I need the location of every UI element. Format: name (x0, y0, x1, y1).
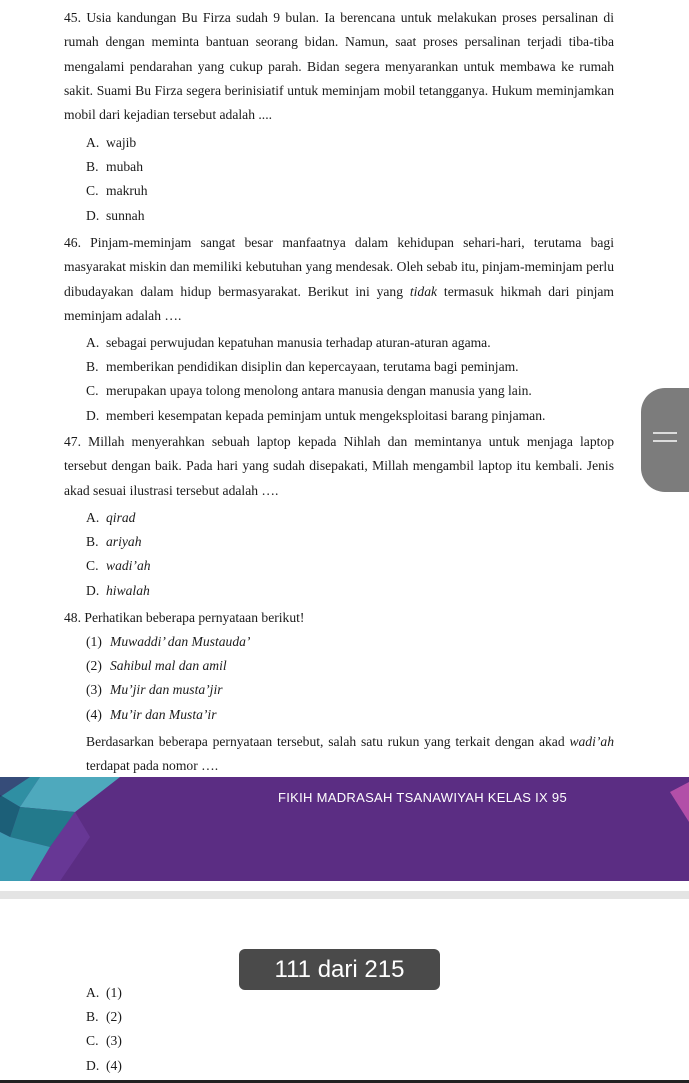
option-b: B. (2) (86, 1009, 122, 1025)
question-47-options (86, 506, 151, 603)
scroll-handle[interactable] (641, 388, 689, 492)
question-48-statements (86, 630, 250, 727)
option-a: A. wajib (86, 135, 137, 150)
statement-1: (1) Muwaddi’ dan Mustauda’ (86, 634, 251, 649)
footer-banner (0, 777, 689, 881)
statement-2: (2) Sahibul mal dan amil (86, 658, 227, 674)
banner-title: FIKIH MADRASAH TSANAWIYAH KELAS IX 95 (278, 790, 567, 805)
option-d: D. sunnah (86, 207, 145, 223)
option-a: A. qirad (86, 510, 136, 525)
question-46-options (86, 331, 545, 428)
option-d: D. (4) (86, 1057, 122, 1073)
page-separator (0, 891, 689, 899)
option-a: A. sebagai perwujudan kepatuhan manusia terhadap aturan-aturan agama. (86, 335, 491, 350)
option-c: C. makruh (86, 183, 148, 199)
option-b: B. mubah (86, 159, 143, 175)
statement-4: (4) Mu’ir dan Musta’ir (86, 706, 217, 722)
option-a: A. (1) (86, 985, 122, 1000)
handle-line-icon (653, 440, 677, 442)
page-indicator: 111 dari 215 (239, 949, 440, 990)
page-gap (0, 881, 689, 891)
option-b: B. memberikan pendidikan disiplin dan kepercayaan, terutama bagi peminjam. (86, 359, 519, 375)
question-46: 46. Pinjam-meminjam sangat besar manfaatnya dalam kehidupan sehari-hari, terutama bagi masyarakat miskin dan memiliki kebutuhan yang mendesak. Oleh sebab itu, pinjam-meminjam perlu dibudayakan dalam hidup bermasyarakat. Berikut ini yang tidak termasuk hikmah dari pinjam meminjam adalah …. (64, 235, 615, 323)
question-45-options (86, 131, 148, 228)
option-b: B. ariyah (86, 534, 142, 550)
question-47: 47. Millah menyerahkan sebuah laptop kepada Nihlah dan memintanya untuk menjaga laptop tersebut dengan baik. Pada hari yang sudah disepakati, Millah mengambil laptop itu kembali. Jenis akad sesuai ilustrasi tersebut adalah …. (64, 434, 614, 498)
question-45: 45. Usia kandungan Bu Firza sudah 9 bulan. Ia berencana untuk melakukan proses persalinan di rumah dengan meminta bantuan seorang bidan. Namun, saat proses persalinan terjadi tiba-tiba mengalami pendarahan yang cukup parah. Bidan segera menyarankan untuk membawa ke rumah sakit. Suami Bu Firza segera berinisiatif untuk meminjam mobil tetangganya. Hukum meminjamkan mobil dari kejadian tersebut adalah .... (64, 10, 614, 123)
question-48-intro: 48. Perhatikan beberapa pernyataan berikut! (64, 610, 305, 625)
statement-3: (3) Mu’jir dan musta’jir (86, 682, 223, 698)
handle-line-icon (653, 432, 677, 434)
next-page (0, 899, 689, 1083)
option-c: C. wadi’ah (86, 558, 151, 574)
question-48-options (86, 981, 122, 1078)
option-c: C. (3) (86, 1033, 122, 1049)
option-d: D. hiwalah (86, 582, 150, 598)
option-d: D. memberi kesempatan kepada peminjam untuk mengeksploitasi barang pinjaman. (86, 407, 546, 423)
option-c: C. merupakan upaya tolong menolong antara manusia dengan manusia yang lain. (86, 383, 532, 399)
question-48-text: Berdasarkan beberapa pernyataan tersebut, salah satu rukun yang terkait dengan akad wadi’ah terdapat pada nomor …. (86, 734, 614, 774)
